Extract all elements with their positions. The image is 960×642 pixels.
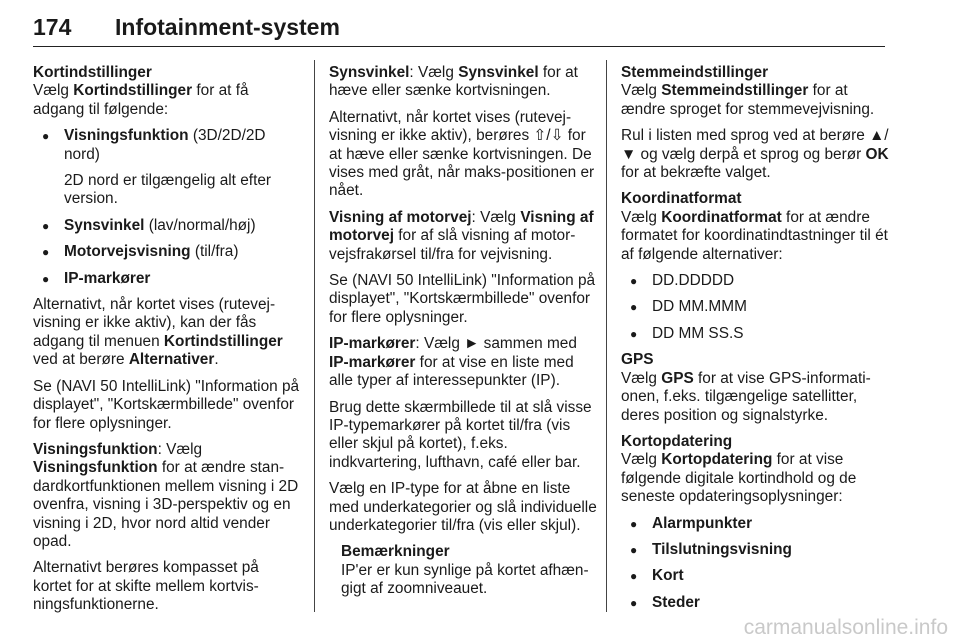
list-item: ● DD MM.MMM [621,298,891,316]
section-heading: Kortindstillinger [33,64,152,81]
section-heading: Kortopdatering [621,432,733,450]
option-list [33,127,301,164]
paragraph: Vælg GPS for at vise GPS-informationen, f.eks. tilgængelige satellitter, deres position og signalstyrke. [621,369,871,424]
list-item: ● Steder [621,594,891,612]
paragraph: Se (NAVI 50 IntelliLink) "Information på displayet", "Kortskærmbillede" ovenfor for flere oplysninger. [33,377,300,432]
paragraph: IP-markører: Vælg ► sammen med IP-markører for at vise en liste med alle typer af interessepunkter (IP). [329,335,577,390]
page-title: Infotainment-system [115,14,340,40]
list-item: ● Tilslutningsvisning [621,541,891,559]
section-heading: GPS [621,351,654,369]
paragraph: Rul i listen med sprog ved at berøre ▲/▼ og vælg derpå et sprog og berør OK for at bekræfte valget. [621,127,889,182]
paragraph: Alternativt, når kortet vises (rutevejvisning er ikke aktiv), berøres ⇧/⇩ for at hæve eller sænke kortvisningen. De vises med gråt, når maks-positionen er nået. [329,108,595,200]
column-3 [621,64,891,620]
list-item: ● Motorvejsvisning (til/fra) [33,243,301,261]
column-1 [33,64,301,623]
watermark: carmanualsonline.info [743,616,948,639]
paragraph: Vælg Koordinatformat for at ændre formatet for koordinatindtastninger til ét af følgende alternativer: [621,208,888,263]
content-list [621,515,891,613]
format-list [621,272,891,343]
list-item: ● Alarmpunkter [621,515,891,533]
column-divider [314,60,315,612]
list-item: ● IP-markører [33,270,301,288]
paragraph: Vælg Kortopdatering for at vise følgende digitale kortindhold og de seneste opdateringsoplysninger: [621,451,857,506]
paragraph: Alternativt, når kortet vises (rutevejvisning er ikke aktiv), kan der fås adgang til menuen Kortindstillinger ved at berøre Alternativer. [33,296,283,369]
paragraph: Alternativt berøres kompasset på kortet for at skifte mellem kortvisningsfunktionerne. [33,559,259,614]
paragraph: Vælg Stemmeindstillinger for at ændre sproget for stemmevejvisning. [621,82,875,118]
list-note: 2D nord er tilgængelig alt efter version. [64,172,272,208]
paragraph: Synsvinkel: Vælg Synsvinkel for at hæve eller sænke kortvisningen. [329,64,578,100]
note-text: IP'er er kun synlige på kortet afhængigt af zoomniveauet. [341,561,589,598]
paragraph: Vælg en IP-type for at åbne en liste med underkategorier og slå individuelle underkategorier til/fra (vis eller skjul). [329,480,597,534]
list-item: ● Synsvinkel (lav/normal/høj) [33,217,301,235]
paragraph: Se (NAVI 50 IntelliLink) "Information på displayet", "Kortskærmbillede" ovenfor for flere oplysninger. [329,272,596,326]
note-heading: Bemærkninger [341,543,450,561]
paragraph: Visningsfunktion: Vælg Visningsfunktion for at ændre standardkortfunktionen mellem visning i 2D ovenfra, visning i 3D-perspektiv og en visning i 2D, hvor nord altid vender opad. [33,440,299,550]
section-heading: Stemmeindstillinger [621,64,769,81]
page-number: 174 [33,14,72,40]
list-item: ● DD.DDDDD [621,272,891,290]
note-box [341,543,597,598]
option-list [33,217,301,288]
column-divider [606,60,607,612]
paragraph: Visning af motorvej: Vælg Visning af motorvej for af slå visning af motorvejsfrakørsel til/fra for vejvisning. [329,208,594,263]
paragraph: Vælg Kortindstillinger for at få adgang til følgende: [33,82,249,118]
paragraph: Brug dette skærmbillede til at slå visse IP-typemarkører på kortet til/fra (vis eller skjul på kortet), f.eks. indkvartering, lufthavn, café eller bar. [329,398,592,471]
list-item: ● DD MM SS.S [621,325,891,343]
page-header [33,8,885,47]
list-item: ● Visningsfunktion (3D/2D/2D nord) [33,127,301,164]
section-heading: Koordinatformat [621,190,742,208]
list-item: ● Kort [621,567,891,585]
column-2 [329,64,597,607]
